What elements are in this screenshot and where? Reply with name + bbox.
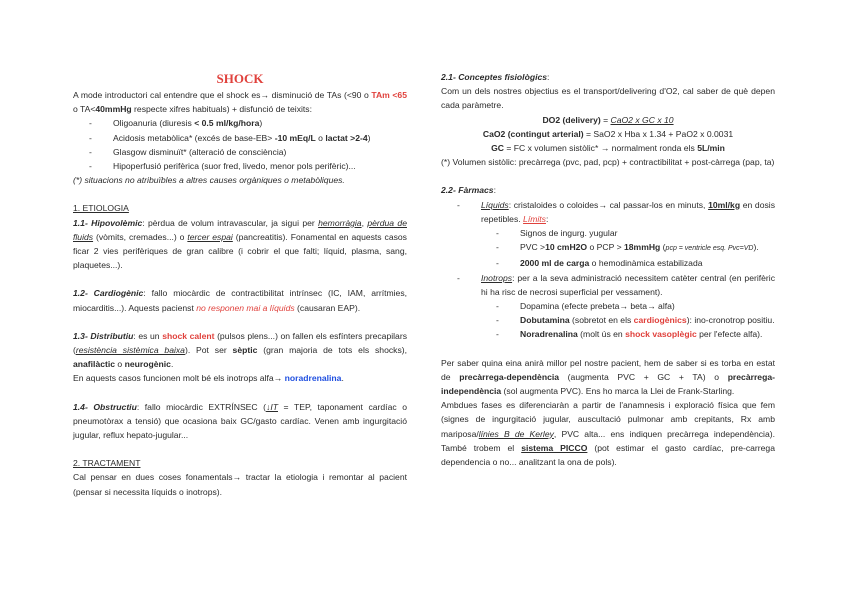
bullet-dash: - [89, 118, 92, 129]
text: : fallo miocàrdic EXTRÍNSEC ( [136, 401, 267, 412]
text: ( [660, 242, 666, 253]
text: per l'efecte alfa). [696, 329, 763, 340]
text: : per a la seva administració necessitem catèter central (en perifèric hi ha risc de necrosi superficial per vessament). [481, 272, 775, 297]
paragraph-precarrega [441, 356, 775, 399]
text: : es un [133, 330, 163, 341]
item-text: Glasgow disminuït* (alteració de consciència) [113, 146, 287, 157]
subheading: 1.1- Hipovolèmic [73, 217, 143, 228]
bold-term: Dobutamina [520, 315, 570, 326]
text: (sol augmenta PVC). Ens ho marca la Llei de Frank-Starling. [501, 386, 735, 397]
text: = [600, 114, 611, 125]
bold-term: 10ml/kg [708, 199, 741, 210]
list-item [73, 145, 407, 159]
small-note: pcp = ventricle esq. Pvc=VD [665, 245, 754, 253]
list-item [73, 131, 407, 145]
text: (augmenta PVC + GC + TA) o [559, 371, 728, 382]
text: : [545, 213, 549, 224]
bullet-dash: - [89, 146, 92, 157]
text: PVC > [520, 242, 546, 253]
list-item [73, 116, 407, 130]
bullet-dash: - [496, 315, 499, 326]
text: o PCP > [587, 242, 624, 253]
bold-term: Noradrenalina [520, 329, 578, 340]
bullet-dash: - [496, 301, 499, 312]
item-text: ) [367, 132, 371, 143]
footnote: (*) situacions no atribuïbles a altres causes orgàniques o metabòliques. [73, 175, 345, 186]
text: Per saber quina eina anirà millor pel nostre pacient, hem de saber si es torba en estat de [441, 357, 775, 382]
text: . [170, 359, 174, 370]
sub-list-item [441, 299, 775, 313]
text: (vòmits, cremades...) o [93, 231, 188, 242]
bullet-dash: - [496, 228, 499, 239]
paragraph-cardiogenic [73, 286, 407, 314]
paragraph-inotrops-note [73, 371, 407, 385]
intro-text: A mode introductori cal entendre que el shock es→ disminució de TAs (<90 o [73, 90, 372, 100]
bold-term: anafilàctic [73, 359, 116, 370]
sub-list-item [441, 226, 775, 240]
bullet-dash: - [89, 132, 92, 143]
tam-highlight: TAm <65 [371, 90, 407, 100]
page-title: SHOCK [216, 71, 264, 86]
text: = TEP, taponament cardíac o pneumotòrax a tensió) que ocasiona baix GC/gasto cardíac. Venen amb ingurgitació jugular, reflux hepato-jugular... [73, 401, 407, 441]
bold-term: sèptic [232, 345, 258, 356]
text: o [115, 359, 125, 370]
formula-value: 5L/min [697, 143, 725, 154]
right-column [441, 70, 775, 469]
sub-list-item [441, 313, 775, 327]
bold-term: 2000 ml de carga [520, 258, 590, 269]
text: (gran majoria de tots els shocks), [257, 345, 407, 356]
paragraph-fases [441, 398, 775, 469]
subheading: 1.4- Obstructiu [73, 401, 137, 412]
text: : cristaloides o coloides→ cal passar-los en minuts, [508, 199, 709, 210]
item-text: o [315, 132, 326, 143]
section-heading-tractament: 2. TRACTAMENT [73, 458, 141, 469]
underlined-term: tercer espai [187, 231, 233, 242]
list-item-liquids [441, 198, 775, 226]
paragraph-distributiu [73, 329, 407, 372]
intro-bold: 40mmHg [95, 104, 132, 115]
formula-do2 [441, 113, 775, 127]
bullet-dash: - [496, 242, 499, 253]
text: , PVC alta... ens indiquen precàrrega independència). També trobem el [441, 428, 775, 453]
intro-text: o TA< [73, 104, 96, 115]
paragraph-tractament: Cal pensar en dues coses fonamentals→ tractar la etiologia i remontar al pacient (pensar si necessita líquids o inotrops). [73, 472, 407, 497]
text: Ambdues fases es diferenciaràn a partir de l'anamnesis i exploració física que fem (signes de ingurgitació jugular, auscultació pulmonar amb crepitants, Rx amb mariposa/ [441, 400, 775, 439]
text: (molt ús en [577, 329, 626, 340]
underlined-term: resistència sistèmica baixa [75, 345, 185, 356]
item-text: Acidosis metabòlica* (excés de base-EB> [113, 132, 275, 143]
formula-label: DO2 (delivery) [542, 114, 601, 125]
item-text: ) [259, 118, 263, 129]
subheading: 2.1- Conceptes fisiològics [441, 72, 548, 82]
item-bold: lactat >2-4 [325, 132, 368, 143]
text: (causaran EAP). [294, 302, 361, 313]
formula-value: CaO2 x GC x 10 [610, 114, 674, 125]
intro-text: respecte xifres habituals) + disfunció de teixits: [131, 104, 312, 115]
text: : fallo miocàrdic de contractibilitat intrínsec (IC, IAM, arrítmies, miocarditis...). Aquests pacienst [73, 288, 407, 313]
item-text: Oligoanuria (diuresis [113, 118, 195, 129]
item-bold: < 0.5 ml/kg/hora [194, 118, 260, 129]
text: Dopamina (efecte prebeta→ beta→ alfa) [520, 301, 675, 312]
subheading-farmacs [441, 183, 775, 197]
text: ). Pot ser [184, 345, 233, 356]
item-bold: -10 mEq/L [274, 132, 316, 143]
bullet-dash: - [496, 258, 499, 269]
text: (pot estimar el gasto cardíac, pre-carrega dependencia o no... analitzant la ona de pols). [441, 442, 775, 468]
bold-term: 18mmHg [624, 242, 661, 253]
underlined-term: línies B de Kerley [478, 428, 554, 439]
underlined-term: Líquids [481, 199, 509, 210]
left-column [73, 70, 407, 499]
underlined-term: ↓IT [266, 401, 278, 412]
text: : [493, 185, 496, 196]
formula-gc [441, 141, 775, 155]
bullet-dash: - [89, 161, 92, 172]
sub-list-item [441, 240, 775, 256]
text: = FC x volumen sistòlic* → normalment ronda els [503, 143, 698, 154]
bullet-dash: - [457, 199, 460, 210]
bold-term: precàrrega-independència [441, 371, 775, 397]
intro-paragraph [73, 88, 407, 116]
text: ). [753, 242, 759, 253]
sub-list-item [441, 327, 775, 341]
subheading: 2.2- Fàrmacs [441, 185, 494, 196]
red-highlight: shock vasoplègic [625, 329, 697, 340]
text: (pancreatitis). Fonamental en aquests casos ficar 2 vies perifèriques de gran calibre (i cobrir el que falti; líquid, plasma, sang, plaquetes...). [73, 231, 407, 271]
list-item-inotrops [441, 271, 775, 299]
bold-term: sistema PICCO [521, 442, 588, 453]
text: En aquests casos funcionen molt bé els inotrops alfa→ [73, 373, 285, 384]
formula-label: CaO2 (contingut arterial) [482, 128, 584, 139]
bullet-dash: - [457, 272, 460, 283]
bullet-dash: - [496, 329, 499, 340]
red-highlight: Límits [523, 213, 546, 224]
underlined-term: Inotrops [481, 272, 513, 283]
bold-term: 10 cmH2O [545, 242, 588, 253]
sub-list-item [441, 256, 775, 270]
red-highlight: cardiogènics [633, 315, 687, 326]
red-highlight: shock calent [162, 330, 215, 341]
red-highlight: no responen mai a líquids [196, 302, 295, 313]
item-text: Hipoperfusió perifèrica (suor fred, livedo, menor pols perifèric)... [113, 161, 356, 172]
text: ): ino-cronotrop positiu. [686, 315, 775, 326]
text: , [361, 217, 368, 228]
formula-label: GC [491, 143, 504, 154]
formula-cao2 [441, 127, 775, 141]
text: Signos de ingurg. yugular [520, 228, 618, 239]
underlined-term: pèrdua de fluids [73, 217, 407, 242]
section-heading-etiologia: 1. ETIOLOGIA [73, 203, 129, 214]
bold-term: precàrrega-dependència [459, 371, 560, 382]
text: : pèrdua de volum intravascular, ja sigui per [142, 217, 319, 228]
subheading-conceptes [441, 70, 775, 84]
text: (sobretot en els [569, 315, 634, 326]
subheading: 1.2- Cardiogènic [73, 288, 144, 299]
text: en dosis repetibles. [481, 199, 775, 224]
underlined-term: hemorràgia [318, 217, 362, 228]
formula-value: = SaO2 x Hba x 1.34 + PaO2 x 0.0031 [583, 128, 734, 139]
list-item [73, 159, 407, 173]
subheading: 1.3- Distributiu [73, 330, 134, 341]
text: o hemodinàmica estabilizada [589, 258, 703, 269]
text: (pulsos plens...) on fallen els esfínters precapilars ( [73, 330, 407, 356]
paragraph-hipovolemic [73, 216, 407, 273]
text: : [547, 72, 550, 82]
paragraph-obstructiu [73, 400, 407, 443]
footnote-volumen: (*) Volumen sistòlic: precàrrega (pvc, pad, pcp) + contractibilitat + post-càrrega (pap, ta) [441, 157, 775, 168]
blue-highlight: noradrenalina [284, 373, 342, 384]
bold-term: neurogènic [124, 359, 171, 370]
text: . [341, 373, 344, 384]
paragraph-conceptes: Com un dels nostres objectius es el transport/delivering d'O2, cal saber de què depen cada paràmetre. [441, 86, 775, 111]
